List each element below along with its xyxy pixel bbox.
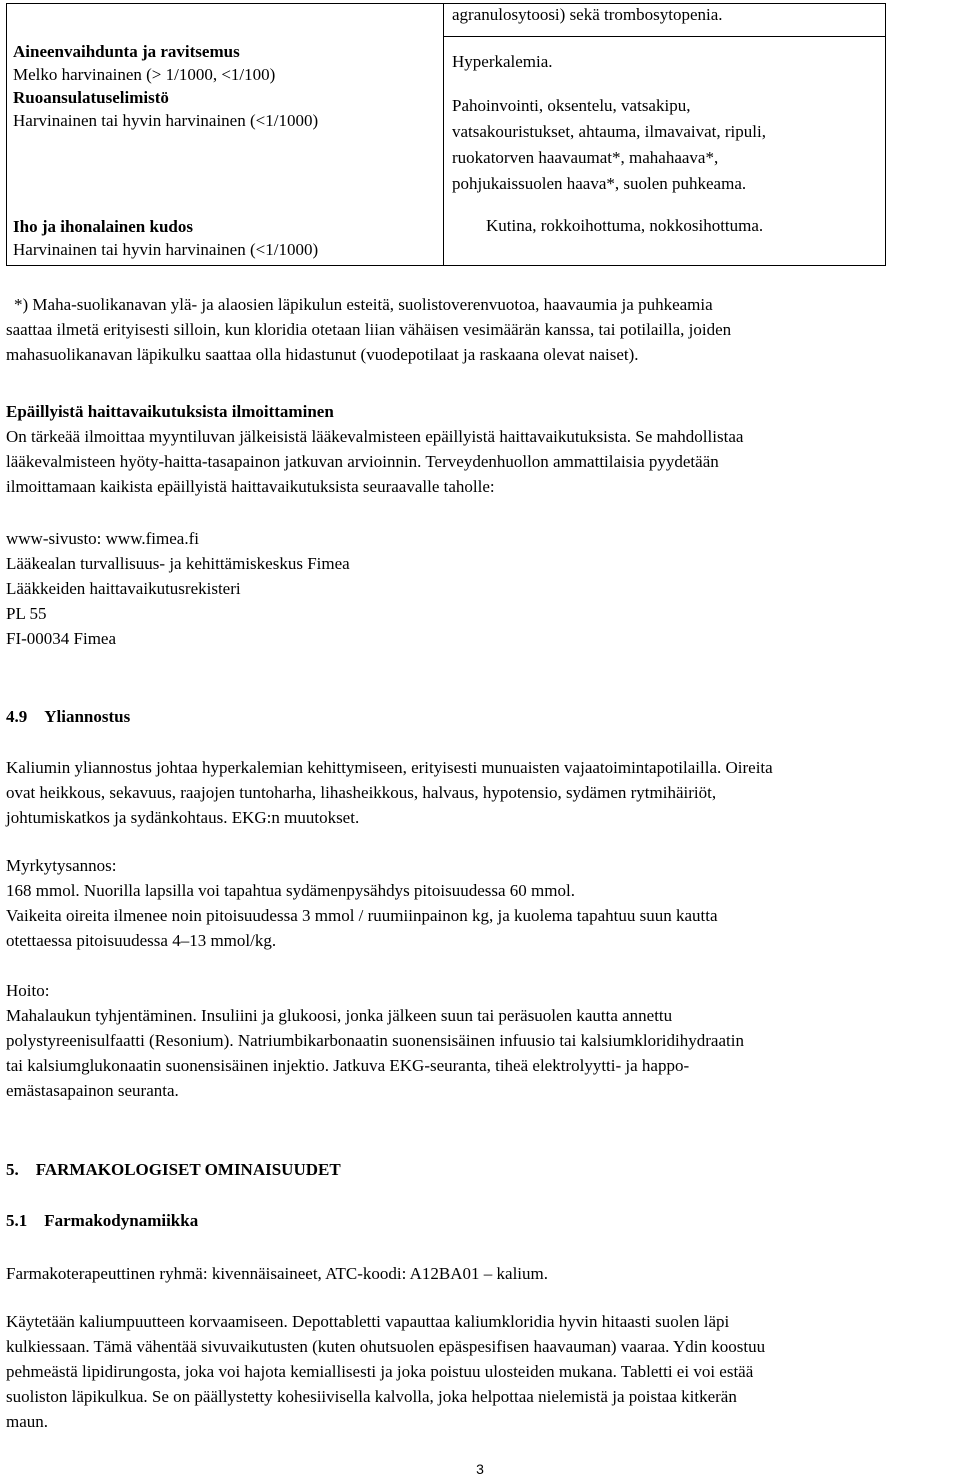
- body-line: suoliston läpikulkua. Se on päällystetty kohesiivisella kalvolla, joka helpottaa nielemistä ja poistaa kitkerän: [6, 1387, 737, 1406]
- address-line: Lääkkeiden haittavaikutusrekisteri: [6, 579, 241, 598]
- skin-row-label: [13, 215, 443, 261]
- effect-text: Kutina, rokkoihottuma, nokkosihottuma.: [486, 216, 764, 235]
- body-line: Mahalaukun tyhjentäminen. Insuliini ja glukoosi, jonka jälkeen suun tai peräsuolen kautta annettu: [6, 1006, 673, 1025]
- overdose-intro: [6, 755, 956, 830]
- footnote-line: *) Maha-suolikanavan ylä- ja alaosien läpikulun esteitä, suolistoverenvuotoa, haavaumia ja puhkeamia: [14, 295, 713, 314]
- reporting-section: [6, 399, 956, 499]
- toxic-dose: [6, 853, 956, 953]
- footnote-line: saattaa ilmetä erityisesti silloin, kun kloridia otetaan liian vähäisen vesimäärän kanssa, tai potilailla, joiden: [6, 320, 732, 339]
- body-line: kulkiessaan. Tämä vähentää sivuvaikutusten (kuten ohutsuolen epäspesifisen haavauman) vaaraa. Ydin koostuu: [6, 1337, 766, 1356]
- section-5-1-heading: 5.1 Farmakodynamiikka: [6, 1211, 199, 1230]
- address-line: www-sivusto: www.fimea.fi: [6, 529, 199, 548]
- frequency-label: Melko harvinainen (> 1/1000, <1/100): [13, 65, 276, 84]
- treatment: [6, 978, 956, 1103]
- adverse-effects-table: [6, 3, 886, 266]
- effect-text: ruokatorven haavaumat*, mahahaava*,: [452, 148, 719, 167]
- effect-text: agranulosytoosi) sekä trombosytopenia.: [452, 5, 723, 24]
- body-line: polystyreenisulfaatti (Resonium). Natriumbikarbonaatin suonensisäinen infuusio tai kalsiumkloridihydraatin: [6, 1031, 744, 1050]
- footnote-line: mahasuolikanavan läpikulku saattaa olla hidastunut (vuodepotilaat ja raskaana olevat naiset).: [6, 345, 639, 364]
- body-line: ilmoittamaan kaikista epäillyistä haittavaikutuksista seuraavalle taholle:: [6, 477, 495, 496]
- body-line: lääkevalmisteen hyöty-haitta-tasapainon jatkuvan arvioinnin. Terveydenhuollon ammattilaisia pyydetään: [6, 452, 719, 471]
- page-number: 3: [476, 1461, 484, 1477]
- organ-system-name: Aineenvaihdunta ja ravitsemus: [13, 42, 240, 61]
- body-line: johtumiskatkos ja sydänkohtaus. EKG:n muutokset.: [6, 808, 360, 827]
- section-5-heading: 5. FARMAKOLOGISET OMINAISUUDET: [6, 1160, 341, 1179]
- body-line: On tärkeää ilmoittaa myyntiluvan jälkeisistä lääkevalmisteen epäillyistä haittavaikutuksista. Se mahdollistaa: [6, 427, 744, 446]
- frequency-label: Harvinainen tai hyvin harvinainen (<1/1000): [13, 111, 319, 130]
- body-line: 168 mmol. Nuorilla lapsilla voi tapahtua sydämenpysähdys pitoisuudessa 60 mmol.: [6, 881, 575, 900]
- overdose-heading: 4.9 Yliannostus: [6, 707, 131, 726]
- body-line: Käytetään kaliumpuutteen korvaamiseen. Depottabletti vapauttaa kaliumkloridia hyvin hitaasti suolen läpi: [6, 1312, 730, 1331]
- address-line: FI-00034 Fimea: [6, 629, 117, 648]
- body-line: otettaessa pitoisuudessa 4–13 mmol/kg.: [6, 931, 277, 950]
- body-line: pehmeästä lipidirungosta, joka voi hajota kemiallisesti ja joka poistuu ulosteiden mukana. Tabletti ei voi estää: [6, 1362, 754, 1381]
- effects-column: [444, 4, 886, 266]
- gi-row-label: [13, 86, 443, 132]
- body-line: Vaikeita oireita ilmenee noin pitoisuudessa 3 mmol / ruumiinpainon kg, ja kuolema tapahtuu suun kautta: [6, 906, 718, 925]
- address-line: Lääkealan turvallisuus- ja kehittämiskeskus Fimea: [6, 554, 350, 573]
- frequency-label: Harvinainen tai hyvin harvinainen (<1/1000): [13, 240, 319, 259]
- subsection-label: Myrkytysannos:: [6, 856, 117, 875]
- address-line: PL 55: [6, 604, 47, 623]
- footnote: [6, 292, 956, 367]
- section-heading: Epäillyistä haittavaikutuksista ilmoittaminen: [6, 402, 334, 421]
- reporting-address: [6, 526, 956, 651]
- subsection-label: Hoito:: [6, 981, 50, 1000]
- body-line: maun.: [6, 1412, 49, 1431]
- body-line: emästasapainon seuranta.: [6, 1081, 179, 1100]
- body-line: tai kalsiumglukonaatin suonensisäinen injektio. Jatkuva EKG-seuranta, tiheä elektrolyytti- ja happo-: [6, 1056, 690, 1075]
- effect-text: vatsakouristukset, ahtauma, ilmavaivat, ripuli,: [452, 122, 766, 141]
- body-line: Kaliumin yliannostus johtaa hyperkalemian kehittymiseen, erityisesti munuaisten vajaatoimintapotilailla. Oireita: [6, 758, 773, 777]
- effect-text: pohjukaissuolen haava*, suolen puhkeama.: [452, 174, 747, 193]
- effect-text: Hyperkalemia.: [452, 52, 553, 71]
- pharmacodynamics-text: [6, 1309, 956, 1434]
- body-line: ovat heikkous, sekavuus, raajojen tuntoharha, lihasheikkous, halvaus, hypotensio, sydämen rytmihäiriöt,: [6, 783, 717, 802]
- organ-system-name: Ruoansulatuselimistö: [13, 88, 169, 107]
- organ-system-column: [7, 4, 444, 266]
- metabolism-row-label: [13, 40, 443, 86]
- organ-system-name: Iho ja ihonalainen kudos: [13, 217, 193, 236]
- effect-text: Pahoinvointi, oksentelu, vatsakipu,: [452, 96, 691, 115]
- atc-line: Farmakoterapeuttinen ryhmä: kivennäisaineet, ATC-koodi: A12BA01 – kalium.: [6, 1264, 549, 1283]
